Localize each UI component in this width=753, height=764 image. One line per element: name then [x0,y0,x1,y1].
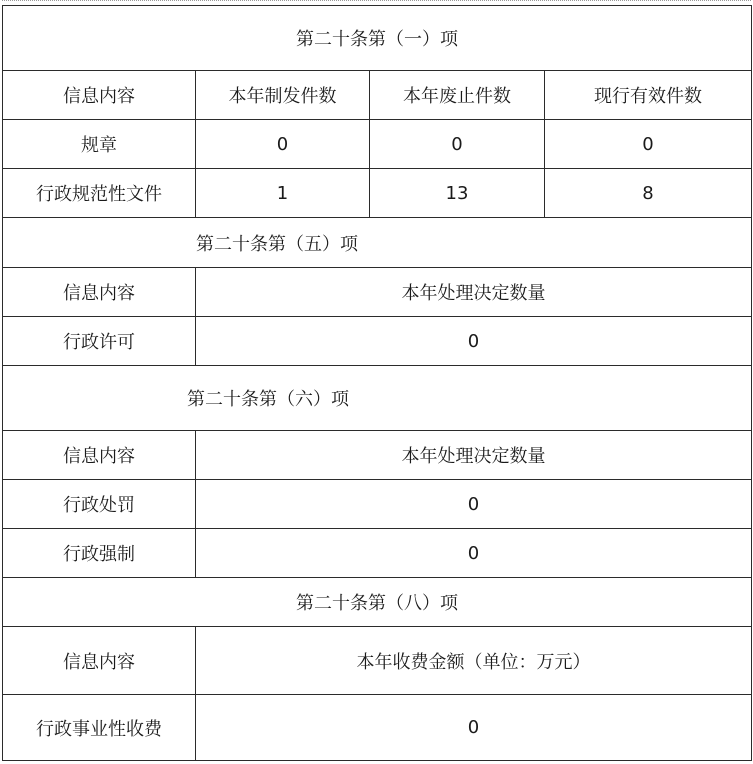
header-info-content: 信息内容 [3,268,196,317]
disclosure-table [2,5,752,761]
header-decision-count: 本年处理决定数量 [196,431,752,480]
issued-value: 1 [196,169,370,218]
header-issued-count: 本年制发件数 [196,71,370,120]
section-5-header-row [3,268,752,317]
table-row [3,695,752,761]
section-5-title: 第二十条第（五）项 [196,233,358,255]
row-label: 行政强制 [3,529,196,578]
row-label: 行政事业性收费 [3,695,196,761]
row-value: 0 [196,529,752,578]
row-label: 行政许可 [3,317,196,366]
in-force-value: 8 [545,169,752,218]
section-6-header-row [3,431,752,480]
section-6-title-row [3,366,752,431]
table-row [3,169,752,218]
section-1-title: 第二十条第（一）项 [3,6,752,71]
section-8-title-row [3,578,752,627]
repealed-value: 0 [370,120,545,169]
header-info-content: 信息内容 [3,627,196,695]
header-fee-amount: 本年收费金额（单位：万元） [196,627,752,695]
table-row [3,317,752,366]
table-row [3,120,752,169]
section-1-header-row [3,71,752,120]
row-value: 0 [196,695,752,761]
section-5-title-row [3,218,752,268]
section-6-title: 第二十条第（六）项 [187,389,349,410]
row-label: 行政处罚 [3,480,196,529]
row-label: 规章 [3,120,196,169]
in-force-value: 0 [545,120,752,169]
section-1-title-row [3,6,752,71]
top-divider [2,0,751,1]
header-info-content: 信息内容 [3,71,196,120]
row-value: 0 [196,317,752,366]
header-info-content: 信息内容 [3,431,196,480]
header-decision-count: 本年处理决定数量 [196,268,752,317]
header-repealed-count: 本年废止件数 [370,71,545,120]
table-row [3,529,752,578]
header-in-force-count: 现行有效件数 [545,71,752,120]
row-value: 0 [196,480,752,529]
repealed-value: 13 [370,169,545,218]
row-label: 行政规范性文件 [3,169,196,218]
section-8-header-row [3,627,752,695]
section-8-title: 第二十条第（八）项 [3,578,752,627]
table-row [3,480,752,529]
issued-value: 0 [196,120,370,169]
